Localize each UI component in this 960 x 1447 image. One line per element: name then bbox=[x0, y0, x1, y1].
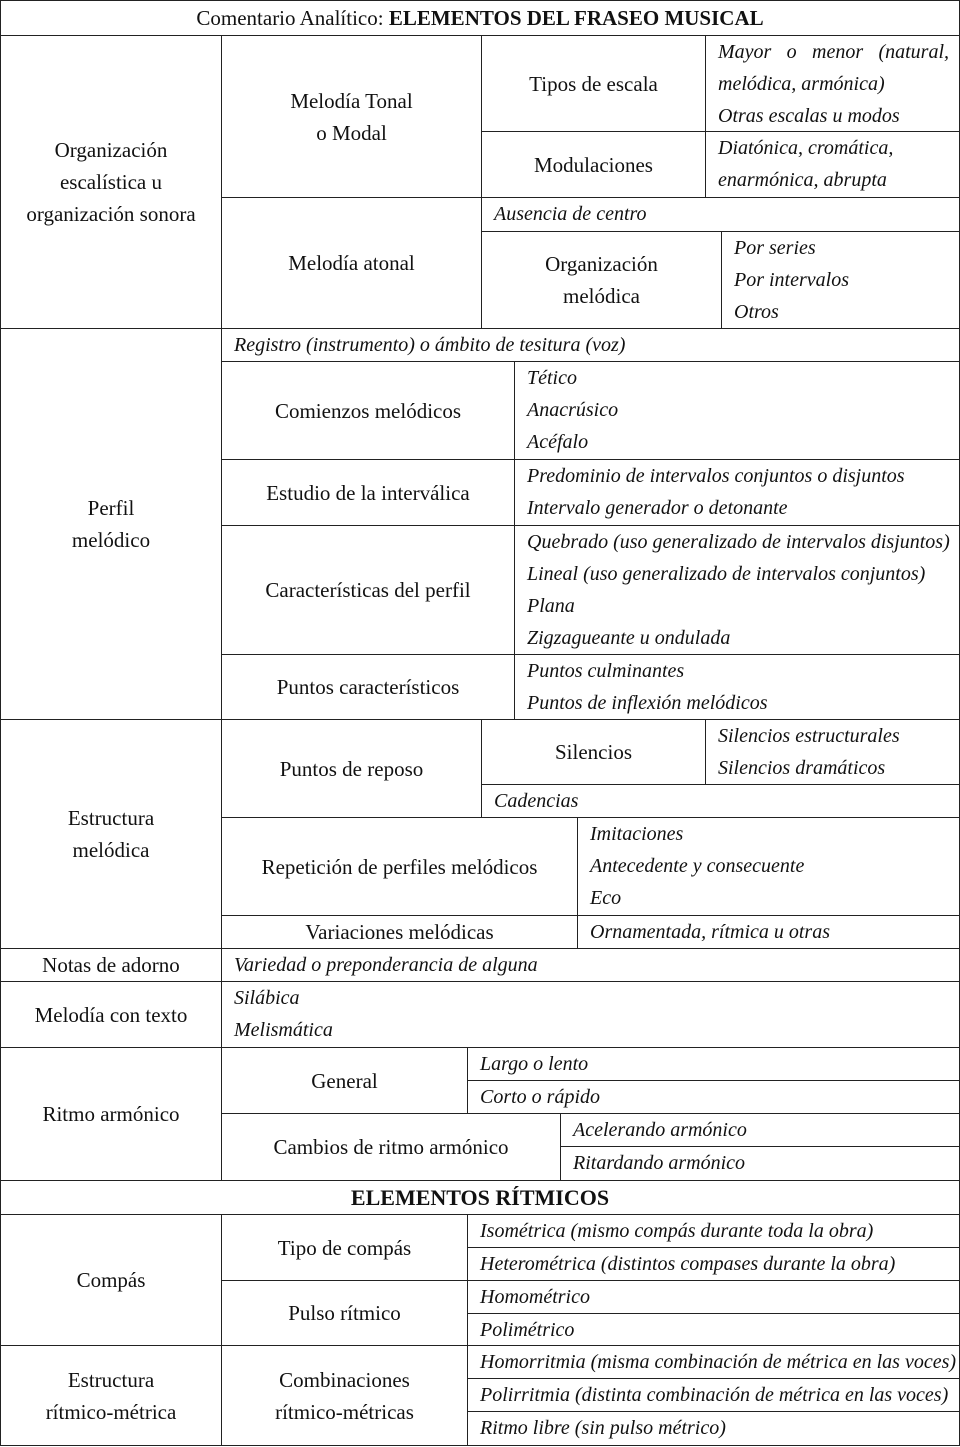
table-title bbox=[0, 0, 960, 35]
repeticion-label: Repetición de perfiles melódicos bbox=[221, 817, 577, 915]
pulso-homometrico: Homométrico bbox=[467, 1280, 960, 1313]
cambios-ritmo-label: Cambios de ritmo armónico bbox=[221, 1113, 560, 1180]
general-item-corto: Corto o rápido bbox=[467, 1080, 960, 1113]
tipo-compas-heterometrica: Heterométrica (distintos compases durante la obra) bbox=[467, 1247, 960, 1280]
estructura-ritmica-label: Estructura rítmico-métrica bbox=[0, 1345, 221, 1446]
caracteristicas-perfil-items: Quebrado (uso generalizado de intervalos disjuntos) Lineal (uso generalizado de intervalos conjuntos) Plana Zigzagueante u ondulada bbox=[514, 525, 960, 654]
variaciones-item: Ornamentada, rítmica u otras bbox=[577, 915, 960, 948]
intervalica-label: Estudio de la interválica bbox=[221, 459, 514, 525]
combinaciones-label: Combinaciones rítmico-métricas bbox=[221, 1345, 467, 1446]
pulso-ritmico-label: Pulso rítmico bbox=[221, 1280, 467, 1345]
puntos-reposo-label: Puntos de reposo bbox=[221, 719, 481, 817]
intervalica-items: Predominio de intervalos conjuntos o disjuntos Intervalo generador o detonante bbox=[514, 459, 960, 525]
comienzos-melodicos-items: Tético Anacrúsico Acéfalo bbox=[514, 361, 960, 459]
organizacion-melodica-label: Organización melódica bbox=[481, 231, 721, 328]
tipos-escala-items: Mayor o menor (natural, melódica, armónica) Otras escalas u modos bbox=[705, 35, 960, 131]
general-item-largo: Largo o lento bbox=[467, 1047, 960, 1080]
caracteristicas-perfil-label: Características del perfil bbox=[221, 525, 514, 654]
puntos-caracteristicos-items: Puntos culminantes Puntos de inflexión melódicos bbox=[514, 654, 960, 719]
perfil-melodico-label: Perfil melódico bbox=[0, 328, 221, 719]
cadencias: Cadencias bbox=[481, 784, 960, 817]
silencios-items: Silencios estructurales Silencios dramáticos bbox=[705, 719, 960, 784]
organizacion-melodica-items: Por series Por intervalos Otros bbox=[721, 231, 960, 328]
registro-tesitura: Registro (instrumento) o ámbito de tesitura (voz) bbox=[221, 328, 960, 361]
melodia-texto-label: Melodía con texto bbox=[0, 981, 221, 1047]
organizacion-label: Organización escalística u organización sonora bbox=[0, 35, 221, 328]
repeticion-items: Imitaciones Antecedente y consecuente Eco bbox=[577, 817, 960, 915]
estructura-melodica-label: Estructura melódica bbox=[0, 719, 221, 948]
notas-adorno-label: Notas de adorno bbox=[0, 948, 221, 981]
ausencia-centro: Ausencia de centro bbox=[481, 197, 960, 231]
general-label: General bbox=[221, 1047, 467, 1113]
notas-adorno-item: Variedad o preponderancia de alguna bbox=[221, 948, 960, 981]
comb-polirritmia: Polirritmia (distinta combinación de métrica en las voces) bbox=[467, 1378, 960, 1411]
comb-ritmo-libre: Ritmo libre (sin pulso métrico) bbox=[467, 1411, 960, 1446]
title-prefix: Comentario Analítico: bbox=[196, 6, 384, 30]
title-main: ELEMENTOS DEL FRASEO MUSICAL bbox=[388, 6, 764, 30]
ritmo-armonico-label: Ritmo armónico bbox=[0, 1047, 221, 1180]
melodia-tonal-label: Melodía Tonal o Modal bbox=[221, 35, 481, 197]
tipo-compas-label: Tipo de compás bbox=[221, 1214, 467, 1280]
melodia-atonal-label: Melodía atonal bbox=[221, 197, 481, 328]
cambios-item-acelerando: Acelerando armónico bbox=[560, 1113, 960, 1146]
ritmicos-header: ELEMENTOS RÍTMICOS bbox=[0, 1180, 960, 1214]
comienzos-melodicos-label: Comienzos melódicos bbox=[221, 361, 514, 459]
compas-label: Compás bbox=[0, 1214, 221, 1345]
pulso-polimetrico: Polimétrico bbox=[467, 1313, 960, 1345]
tipo-compas-isometrica: Isométrica (mismo compás durante toda la obra) bbox=[467, 1214, 960, 1247]
variaciones-label: Variaciones melódicas bbox=[221, 915, 577, 948]
modulaciones-label: Modulaciones bbox=[481, 131, 705, 197]
modulaciones-items: Diatónica, cromática, enarmónica, abrupta bbox=[705, 131, 960, 197]
comb-homorritmia: Homorritmia (misma combinación de métrica en las voces) bbox=[467, 1345, 960, 1378]
tipos-escala-label: Tipos de escala bbox=[481, 35, 705, 131]
cambios-item-ritardando: Ritardando armónico bbox=[560, 1146, 960, 1180]
silencios-label: Silencios bbox=[481, 719, 705, 784]
puntos-caracteristicos-label: Puntos característicos bbox=[221, 654, 514, 719]
melodia-texto-items: Silábica Melismática bbox=[221, 981, 960, 1047]
